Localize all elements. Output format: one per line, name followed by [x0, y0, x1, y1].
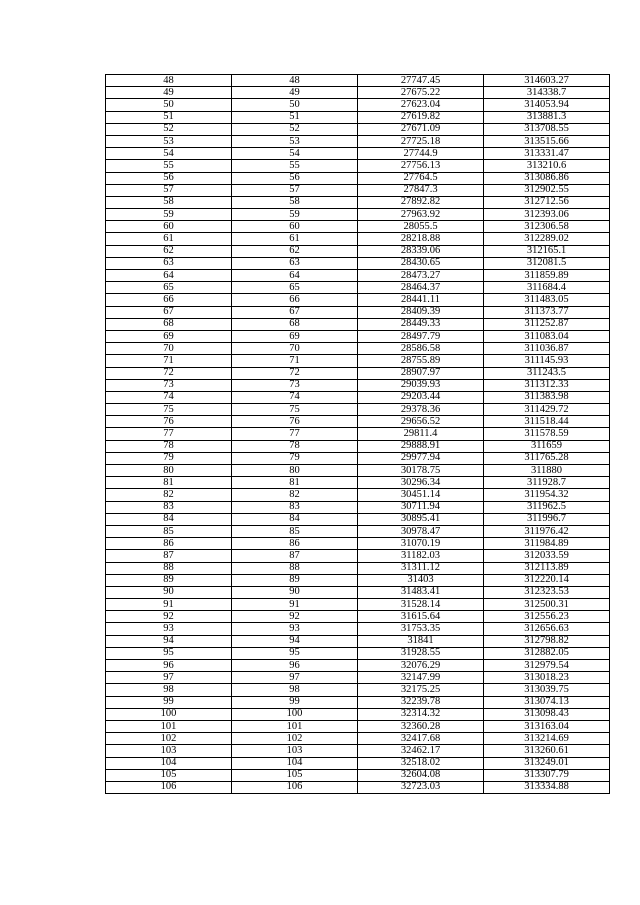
x-coordinate-cell: 27756.13	[358, 160, 484, 172]
x-coordinate-cell: 27671.09	[358, 123, 484, 135]
x-coordinate-cell: 32076.29	[358, 660, 484, 672]
table-row	[106, 696, 610, 708]
point-number-cell: 77	[106, 428, 232, 440]
point-id-cell: 50	[232, 99, 358, 111]
point-number-cell: 59	[106, 209, 232, 221]
y-coordinate-cell: 311984.89	[484, 538, 610, 550]
y-coordinate-cell: 311684.4	[484, 282, 610, 294]
table-row	[106, 416, 610, 428]
x-coordinate-cell: 28218.88	[358, 233, 484, 245]
point-id-cell: 70	[232, 343, 358, 355]
point-id-cell: 103	[232, 745, 358, 757]
x-coordinate-cell: 27892.82	[358, 196, 484, 208]
point-number-cell: 85	[106, 525, 232, 537]
point-id-cell: 104	[232, 757, 358, 769]
table-row	[106, 404, 610, 416]
y-coordinate-cell: 313307.79	[484, 769, 610, 781]
table-row	[106, 379, 610, 391]
y-coordinate-cell: 314053.94	[484, 99, 610, 111]
point-number-cell: 102	[106, 733, 232, 745]
point-id-cell: 88	[232, 562, 358, 574]
table-row	[106, 574, 610, 586]
table-row	[106, 172, 610, 184]
table-row	[106, 672, 610, 684]
x-coordinate-cell: 32239.78	[358, 696, 484, 708]
table-row	[106, 75, 610, 87]
point-number-cell: 99	[106, 696, 232, 708]
x-coordinate-cell: 32723.03	[358, 781, 484, 793]
point-number-cell: 71	[106, 355, 232, 367]
x-coordinate-cell: 28441.11	[358, 294, 484, 306]
x-coordinate-cell: 31615.64	[358, 611, 484, 623]
y-coordinate-cell: 313098.43	[484, 708, 610, 720]
y-coordinate-cell: 311518.44	[484, 416, 610, 428]
x-coordinate-cell: 32604.08	[358, 769, 484, 781]
table-row	[106, 660, 610, 672]
x-coordinate-cell: 27619.82	[358, 111, 484, 123]
table-row	[106, 355, 610, 367]
point-id-cell: 85	[232, 525, 358, 537]
point-number-cell: 106	[106, 781, 232, 793]
point-id-cell: 59	[232, 209, 358, 221]
x-coordinate-cell: 28430.65	[358, 257, 484, 269]
point-number-cell: 75	[106, 404, 232, 416]
x-coordinate-cell: 29378.36	[358, 404, 484, 416]
point-id-cell: 61	[232, 233, 358, 245]
x-coordinate-cell: 30451.14	[358, 489, 484, 501]
x-coordinate-cell: 30978.47	[358, 525, 484, 537]
x-coordinate-cell: 28339.06	[358, 245, 484, 257]
x-coordinate-cell: 29039.93	[358, 379, 484, 391]
point-number-cell: 62	[106, 245, 232, 257]
point-id-cell: 81	[232, 477, 358, 489]
point-id-cell: 106	[232, 781, 358, 793]
point-id-cell: 77	[232, 428, 358, 440]
point-id-cell: 86	[232, 538, 358, 550]
y-coordinate-cell: 312306.58	[484, 221, 610, 233]
table-row	[106, 196, 610, 208]
table-row	[106, 635, 610, 647]
y-coordinate-cell: 312393.06	[484, 209, 610, 221]
y-coordinate-cell: 312979.54	[484, 660, 610, 672]
table-row	[106, 465, 610, 477]
x-coordinate-cell: 28497.79	[358, 330, 484, 342]
point-id-cell: 64	[232, 270, 358, 282]
coordinate-table	[105, 74, 610, 794]
table-row	[106, 745, 610, 757]
table-row	[106, 684, 610, 696]
point-id-cell: 102	[232, 733, 358, 745]
x-coordinate-cell: 29977.94	[358, 452, 484, 464]
x-coordinate-cell: 27847.3	[358, 184, 484, 196]
table-row	[106, 489, 610, 501]
y-coordinate-cell: 314338.7	[484, 87, 610, 99]
point-id-cell: 48	[232, 75, 358, 87]
table-row	[106, 391, 610, 403]
y-coordinate-cell: 313515.66	[484, 135, 610, 147]
x-coordinate-cell: 31928.55	[358, 647, 484, 659]
y-coordinate-cell: 311483.05	[484, 294, 610, 306]
y-coordinate-cell: 313260.61	[484, 745, 610, 757]
point-id-cell: 60	[232, 221, 358, 233]
point-number-cell: 101	[106, 720, 232, 732]
x-coordinate-cell: 28586.58	[358, 343, 484, 355]
x-coordinate-cell: 29811.4	[358, 428, 484, 440]
point-id-cell: 56	[232, 172, 358, 184]
point-number-cell: 68	[106, 318, 232, 330]
x-coordinate-cell: 27963.92	[358, 209, 484, 221]
point-id-cell: 101	[232, 720, 358, 732]
point-id-cell: 74	[232, 391, 358, 403]
y-coordinate-cell: 311659	[484, 440, 610, 452]
y-coordinate-cell: 311145.93	[484, 355, 610, 367]
point-number-cell: 66	[106, 294, 232, 306]
y-coordinate-cell: 311765.28	[484, 452, 610, 464]
x-coordinate-cell: 28755.89	[358, 355, 484, 367]
table-row	[106, 221, 610, 233]
point-number-cell: 84	[106, 513, 232, 525]
x-coordinate-cell: 31753.35	[358, 623, 484, 635]
x-coordinate-cell: 29203.44	[358, 391, 484, 403]
point-id-cell: 82	[232, 489, 358, 501]
x-coordinate-cell: 28473.27	[358, 270, 484, 282]
point-number-cell: 50	[106, 99, 232, 111]
table-row	[106, 318, 610, 330]
x-coordinate-cell: 31403	[358, 574, 484, 586]
point-id-cell: 67	[232, 306, 358, 318]
x-coordinate-cell: 31483.41	[358, 586, 484, 598]
table-row	[106, 282, 610, 294]
y-coordinate-cell: 312081.5	[484, 257, 610, 269]
y-coordinate-cell: 311859.89	[484, 270, 610, 282]
point-id-cell: 79	[232, 452, 358, 464]
table-row	[106, 428, 610, 440]
point-number-cell: 80	[106, 465, 232, 477]
table-row	[106, 294, 610, 306]
table-row	[106, 501, 610, 513]
table-row	[106, 343, 610, 355]
x-coordinate-cell: 31528.14	[358, 599, 484, 611]
y-coordinate-cell: 313881.3	[484, 111, 610, 123]
y-coordinate-cell: 312323.53	[484, 586, 610, 598]
table-row	[106, 647, 610, 659]
table-row	[106, 757, 610, 769]
point-number-cell: 103	[106, 745, 232, 757]
point-id-cell: 66	[232, 294, 358, 306]
table-row	[106, 781, 610, 793]
point-number-cell: 64	[106, 270, 232, 282]
y-coordinate-cell: 311880	[484, 465, 610, 477]
point-number-cell: 94	[106, 635, 232, 647]
point-number-cell: 97	[106, 672, 232, 684]
point-id-cell: 83	[232, 501, 358, 513]
table-row	[106, 148, 610, 160]
point-number-cell: 69	[106, 330, 232, 342]
point-id-cell: 68	[232, 318, 358, 330]
y-coordinate-cell: 312798.82	[484, 635, 610, 647]
point-number-cell: 54	[106, 148, 232, 160]
table-row	[106, 611, 610, 623]
x-coordinate-cell: 30178.75	[358, 465, 484, 477]
y-coordinate-cell: 313334.88	[484, 781, 610, 793]
x-coordinate-cell: 28409.39	[358, 306, 484, 318]
x-coordinate-cell: 27725.18	[358, 135, 484, 147]
x-coordinate-cell: 28907.97	[358, 367, 484, 379]
y-coordinate-cell: 311578.59	[484, 428, 610, 440]
table-row	[106, 330, 610, 342]
point-id-cell: 75	[232, 404, 358, 416]
point-id-cell: 99	[232, 696, 358, 708]
point-id-cell: 65	[232, 282, 358, 294]
table-row	[106, 452, 610, 464]
point-id-cell: 100	[232, 708, 358, 720]
point-id-cell: 71	[232, 355, 358, 367]
table-row	[106, 477, 610, 489]
y-coordinate-cell: 312500.31	[484, 599, 610, 611]
point-id-cell: 53	[232, 135, 358, 147]
y-coordinate-cell: 311383.98	[484, 391, 610, 403]
y-coordinate-cell: 313210.6	[484, 160, 610, 172]
table-row	[106, 233, 610, 245]
y-coordinate-cell: 312220.14	[484, 574, 610, 586]
table-row	[106, 769, 610, 781]
table-row	[106, 111, 610, 123]
y-coordinate-cell: 313086.86	[484, 172, 610, 184]
table-row	[106, 99, 610, 111]
point-id-cell: 90	[232, 586, 358, 598]
table-row	[106, 160, 610, 172]
table-row	[106, 586, 610, 598]
point-number-cell: 72	[106, 367, 232, 379]
y-coordinate-cell: 311373.77	[484, 306, 610, 318]
y-coordinate-cell: 313074.13	[484, 696, 610, 708]
y-coordinate-cell: 312902.55	[484, 184, 610, 196]
y-coordinate-cell: 313039.75	[484, 684, 610, 696]
point-id-cell: 91	[232, 599, 358, 611]
y-coordinate-cell: 313249.01	[484, 757, 610, 769]
point-number-cell: 65	[106, 282, 232, 294]
table-row	[106, 87, 610, 99]
point-number-cell: 76	[106, 416, 232, 428]
point-id-cell: 105	[232, 769, 358, 781]
point-id-cell: 78	[232, 440, 358, 452]
point-id-cell: 94	[232, 635, 358, 647]
x-coordinate-cell: 27744.9	[358, 148, 484, 160]
y-coordinate-cell: 311429.72	[484, 404, 610, 416]
point-id-cell: 96	[232, 660, 358, 672]
point-number-cell: 74	[106, 391, 232, 403]
table-row	[106, 184, 610, 196]
point-number-cell: 81	[106, 477, 232, 489]
y-coordinate-cell: 312556.23	[484, 611, 610, 623]
x-coordinate-cell: 30895.41	[358, 513, 484, 525]
coordinate-table-body	[106, 75, 610, 794]
table-row	[106, 538, 610, 550]
x-coordinate-cell: 31841	[358, 635, 484, 647]
table-row	[106, 733, 610, 745]
x-coordinate-cell: 31311.12	[358, 562, 484, 574]
point-number-cell: 91	[106, 599, 232, 611]
x-coordinate-cell: 29888.91	[358, 440, 484, 452]
y-coordinate-cell: 311036.87	[484, 343, 610, 355]
point-number-cell: 49	[106, 87, 232, 99]
point-number-cell: 53	[106, 135, 232, 147]
point-id-cell: 57	[232, 184, 358, 196]
point-number-cell: 57	[106, 184, 232, 196]
y-coordinate-cell: 312165.1	[484, 245, 610, 257]
point-id-cell: 54	[232, 148, 358, 160]
y-coordinate-cell: 311928.7	[484, 477, 610, 489]
point-id-cell: 72	[232, 367, 358, 379]
point-id-cell: 89	[232, 574, 358, 586]
point-id-cell: 98	[232, 684, 358, 696]
y-coordinate-cell: 311252.87	[484, 318, 610, 330]
table-row	[106, 525, 610, 537]
x-coordinate-cell: 31070.19	[358, 538, 484, 550]
y-coordinate-cell: 312033.59	[484, 550, 610, 562]
point-number-cell: 96	[106, 660, 232, 672]
y-coordinate-cell: 311243.5	[484, 367, 610, 379]
point-number-cell: 90	[106, 586, 232, 598]
y-coordinate-cell: 314603.27	[484, 75, 610, 87]
y-coordinate-cell: 313163.04	[484, 720, 610, 732]
point-id-cell: 97	[232, 672, 358, 684]
table-row	[106, 257, 610, 269]
point-number-cell: 87	[106, 550, 232, 562]
y-coordinate-cell: 312289.02	[484, 233, 610, 245]
point-number-cell: 60	[106, 221, 232, 233]
y-coordinate-cell: 311976.42	[484, 525, 610, 537]
x-coordinate-cell: 32147.99	[358, 672, 484, 684]
x-coordinate-cell: 32417.68	[358, 733, 484, 745]
y-coordinate-cell: 312882.05	[484, 647, 610, 659]
point-id-cell: 80	[232, 465, 358, 477]
y-coordinate-cell: 313708.55	[484, 123, 610, 135]
point-number-cell: 52	[106, 123, 232, 135]
x-coordinate-cell: 30711.94	[358, 501, 484, 513]
x-coordinate-cell: 32462.17	[358, 745, 484, 757]
y-coordinate-cell: 311312.33	[484, 379, 610, 391]
point-number-cell: 93	[106, 623, 232, 635]
x-coordinate-cell: 27747.45	[358, 75, 484, 87]
point-id-cell: 95	[232, 647, 358, 659]
table-row	[106, 599, 610, 611]
table-row	[106, 720, 610, 732]
point-id-cell: 92	[232, 611, 358, 623]
y-coordinate-cell: 313214.69	[484, 733, 610, 745]
x-coordinate-cell: 32175.25	[358, 684, 484, 696]
point-number-cell: 104	[106, 757, 232, 769]
point-id-cell: 51	[232, 111, 358, 123]
point-id-cell: 76	[232, 416, 358, 428]
y-coordinate-cell: 312113.89	[484, 562, 610, 574]
table-row	[106, 623, 610, 635]
point-number-cell: 100	[106, 708, 232, 720]
point-id-cell: 69	[232, 330, 358, 342]
x-coordinate-cell: 32518.02	[358, 757, 484, 769]
point-id-cell: 63	[232, 257, 358, 269]
y-coordinate-cell: 311962.5	[484, 501, 610, 513]
x-coordinate-cell: 30296.34	[358, 477, 484, 489]
point-number-cell: 73	[106, 379, 232, 391]
x-coordinate-cell: 28055.5	[358, 221, 484, 233]
y-coordinate-cell: 312656.63	[484, 623, 610, 635]
x-coordinate-cell: 27623.04	[358, 99, 484, 111]
table-row	[106, 306, 610, 318]
point-id-cell: 49	[232, 87, 358, 99]
y-coordinate-cell: 311954.32	[484, 489, 610, 501]
point-number-cell: 105	[106, 769, 232, 781]
point-number-cell: 67	[106, 306, 232, 318]
point-number-cell: 89	[106, 574, 232, 586]
table-row	[106, 440, 610, 452]
table-row	[106, 135, 610, 147]
y-coordinate-cell: 311083.04	[484, 330, 610, 342]
point-number-cell: 51	[106, 111, 232, 123]
point-id-cell: 84	[232, 513, 358, 525]
x-coordinate-cell: 28449.33	[358, 318, 484, 330]
point-id-cell: 62	[232, 245, 358, 257]
x-coordinate-cell: 27764.5	[358, 172, 484, 184]
point-number-cell: 95	[106, 647, 232, 659]
point-number-cell: 48	[106, 75, 232, 87]
table-row	[106, 708, 610, 720]
point-number-cell: 61	[106, 233, 232, 245]
point-number-cell: 56	[106, 172, 232, 184]
x-coordinate-cell: 31182.03	[358, 550, 484, 562]
table-row	[106, 209, 610, 221]
point-number-cell: 88	[106, 562, 232, 574]
point-number-cell: 86	[106, 538, 232, 550]
point-id-cell: 55	[232, 160, 358, 172]
table-row	[106, 367, 610, 379]
point-id-cell: 58	[232, 196, 358, 208]
point-id-cell: 73	[232, 379, 358, 391]
x-coordinate-cell: 32314.32	[358, 708, 484, 720]
point-id-cell: 52	[232, 123, 358, 135]
point-number-cell: 78	[106, 440, 232, 452]
x-coordinate-cell: 28464.37	[358, 282, 484, 294]
x-coordinate-cell: 32360.28	[358, 720, 484, 732]
x-coordinate-cell: 29656.52	[358, 416, 484, 428]
table-row	[106, 550, 610, 562]
point-number-cell: 70	[106, 343, 232, 355]
table-row	[106, 562, 610, 574]
point-number-cell: 83	[106, 501, 232, 513]
table-row	[106, 123, 610, 135]
table-row	[106, 270, 610, 282]
y-coordinate-cell: 311996.7	[484, 513, 610, 525]
point-number-cell: 98	[106, 684, 232, 696]
point-number-cell: 79	[106, 452, 232, 464]
y-coordinate-cell: 313331.47	[484, 148, 610, 160]
point-number-cell: 82	[106, 489, 232, 501]
y-coordinate-cell: 313018.23	[484, 672, 610, 684]
point-number-cell: 55	[106, 160, 232, 172]
table-row	[106, 513, 610, 525]
y-coordinate-cell: 312712.56	[484, 196, 610, 208]
point-id-cell: 87	[232, 550, 358, 562]
x-coordinate-cell: 27675.22	[358, 87, 484, 99]
point-id-cell: 93	[232, 623, 358, 635]
point-number-cell: 58	[106, 196, 232, 208]
point-number-cell: 63	[106, 257, 232, 269]
table-row	[106, 245, 610, 257]
point-number-cell: 92	[106, 611, 232, 623]
